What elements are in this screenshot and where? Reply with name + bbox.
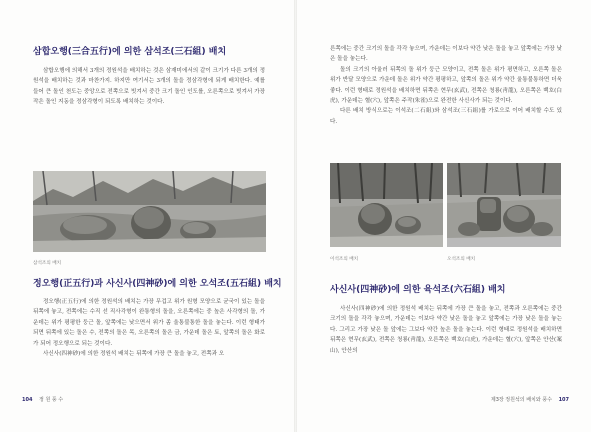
paragraph-text: 다른 배치 방식으로는 이석조(二石組)와 삼석조(三石組)를 가로으로 이어 배치할 수도 있다. <box>330 108 562 125</box>
page-number: 104 <box>22 397 33 403</box>
page-number: 107 <box>558 397 569 403</box>
caption-three-stone: 삼석조의 배치 <box>33 261 62 266</box>
paragraph-text: 른쪽에는 중간 크기의 돌을 각각 놓으며, 가운데는 이보다 약간 낮은 돌을 놓고 앞쪽에는 가장 낮은 돌을 놓는다. <box>330 46 563 63</box>
right-page <box>296 0 591 432</box>
paragraph-six-stone <box>330 304 562 356</box>
photo-two-stone-arrangement <box>330 163 443 247</box>
paragraph-three-stone <box>33 66 265 108</box>
left-page <box>0 0 295 432</box>
right-footer <box>491 396 569 403</box>
book-title: 정 원 풍 수 <box>39 397 64 403</box>
paragraph-five-stone <box>33 297 265 359</box>
section-heading-five-stone: 정오행(正五行)과 사신사(四神砂)에 의한 오석조(五石組) 배치 <box>33 279 282 289</box>
paragraph-text: 돌의 크기의 아울러 뒤쪽의 돌 위가 둥근 모양이고, 전쪽 돌은 위가 평면하고, 오른쪽 돌은 위가 반달 모양으로 가운데 돌은 위가 약간 평평하고, 앞쪽의 돌은 위가 약간 울통불통하면 더욱 좋다. 이런 형태로 정원석을 배치하면 뒤쪽은 현무(玄武), 전쪽은 청룡(靑龍), 오른쪽은 백호(白虎), 가운데는 혈(穴), 앞쪽은 주작(朱雀)으로 완전한 사신사가 되는 것이다. <box>330 66 562 105</box>
chapter-title: 제3장 정원석의 배치와 풍수 <box>490 397 552 403</box>
paragraph-text: 사신사(四神砂)에 의한 정원석 배치는 뒤쪽에 가장 큰 돌을 놓고, 전쪽과 오른쪽에는 중간 크기의 돌을 각각 놓으며, 가운데는 이보다 약간 낮은 돌을 놓고 앞쪽에는 가장 낮은 돌을 놓는다. 그리고 가장 낮은 돌 앞에는 그보다 약간 높은 돌을 놓는다. 이런 형태로 정원석을 배치하면 뒤쪽은 현무(玄武), 전쪽은 청룡(靑龍), 오른쪽은 백호(白虎), 가운데는 혈(穴), 앞쪽은 안산(案山), 안산의 <box>330 306 562 354</box>
paragraph-text: 삼합오행에 의해서 3개의 정원석을 배치하는 것은 삼재미에서의 같이 크기가 다른 3개의 정원석을 배치하는 것과 마찬가지. 하지만 여기서는 3개의 돌을 정삼각형에 되게 배치한다. 예를 들어 큰 돌인 천도는 중앙으로 전쪽으로 빗겨서 중간 크기 돌인 인도를, 오른쪽으로 빗겨서 가장 작은 돌인 지동을 정삼각형이 되도록 배치하는 것이다. <box>33 68 265 106</box>
paragraph-text: 사신사(四神砂)에 의한 정원석 배치는 뒤쪽에 가장 큰 돌을 놓고, 전쪽과 오 <box>43 351 225 358</box>
caption-two-stone: 이석조의 배치 <box>330 257 359 262</box>
paragraph-continuation <box>330 44 562 127</box>
section-heading-six-stone: 사신사(四神砂)에 의한 육석조(六石組) 배치 <box>330 285 506 295</box>
paragraph-text: 정오행(正五行)에 의한 정원석의 배치는 가장 무겁고 위가 원형 모양으로 균국이 있는 돌을 뒤쪽에 놓고, 전쪽에는 수직 선 직사각형이 완통형의 돌을, 오른쪽에는 중 높은 사각형의 돌, 가운데는 위가 평평한 둥근 돌, 앞쪽에는 낮으면서 위가 좀 울통불통한 돌을 놓는다. 이런 형태가 되면 뒤쪽에 있는 돌은 수, 전쪽의 돌은 목, 오른쪽의 돌은 금, 가운데 돌은 토, 앞쪽의 돌은 화로가 되어 정오행으로 되는 것이다. <box>33 299 265 347</box>
caption-five-stone: 오석조의 배치 <box>447 257 476 262</box>
left-footer <box>22 396 63 403</box>
photo-five-stone-arrangement <box>447 163 561 247</box>
section-heading-three-stone: 삼합오행(三合五行)에 의한 삼석조(三石組) 배치 <box>33 47 227 57</box>
photo-three-stone-arrangement <box>33 171 266 252</box>
